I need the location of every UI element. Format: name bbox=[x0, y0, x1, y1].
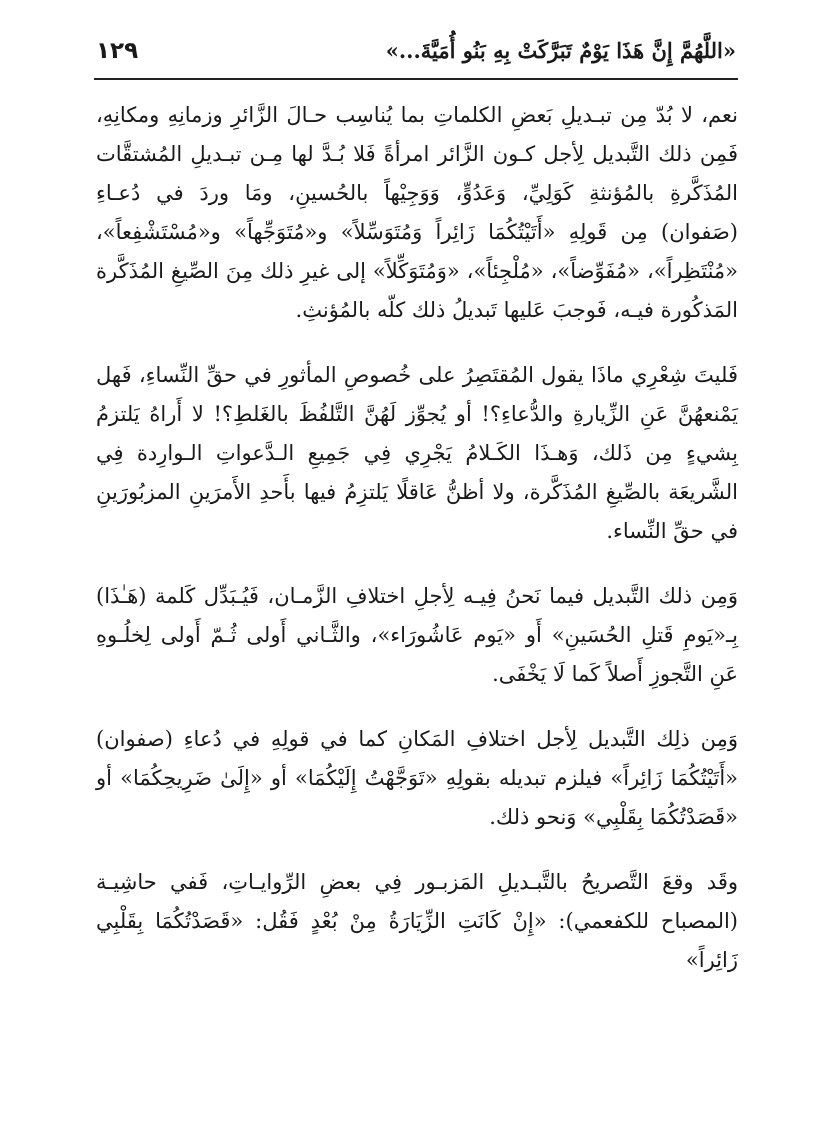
paragraph: وَمِن ذلِك التَّبديل لِأجل اختلافِ المَكانِ كما في قولِهِ في دُعاءِ (صفوان) «أَتَيْتُكُمَا زَائِراً» فيلزم تبديله بقولِهِ «تَوَجَّهْتُ إِلَيْكُمَا» أو «إِلَىٰ ضَرِيحِكُمَا» أو «قَصَدْتُكُمَا بِقَلْبِي» وَنحو ذلك. bbox=[96, 727, 738, 829]
page-body bbox=[96, 96, 738, 1006]
header-divider bbox=[94, 78, 738, 80]
page-number: ١٢٩ bbox=[96, 38, 139, 64]
paragraph: نعم، لا بُدّ مِن تبـديلِ بَعضِ الكلماتِ بما يُناسِب حـالَ الزَّائرِ وزمانِهِ ومكانِهِ، فَمِن ذلك التَّبديل لِأجل كـون الزَّائر امرأةً فَلا بُـدَّ لها مِـن تبـديلِ المُشتقَّات المُذَكَّرةِ بالمُؤنثةِ كَوَلِيِّ، وَعَدُوٍّ، وَوَجِيْهاً بالحُسينِ، ومَا وردَ في دُعـاءِ (صَفوان) مِن قَولِهِ «أَتَيْتُكُمَا زَائِراً وَمُتَوَسِّلاً» و«مُتَوَجِّهاً» و«مُسْتَشْفِعاً»، «مُنْتَظِراً»، «مُفَوِّضاً»، «مُلْجِئاً»، «وَمُتَوَكِّلاً» إلى غيرِ ذلك مِنَ الصِّيغِ المُذَكَّرة المَذكُورة فيـه، فَوجبَ عَليها تَبديلُ ذلك كلّه بالمُؤنثِ. bbox=[96, 103, 738, 322]
paragraph: وَمِن ذلك التَّبديل فيما نَحنُ فِيـه لِأجلِ اختلافِ الزَّمـان، فَيُـبَدِّل كَلمة (هَـٰذَا) بِـ«يَومِ قَتلِ الحُسَينِ» أَو «يَوم عَاشُورَاء»، والثَّـاني أَولى ثُـمّ أَولى لِخلُـوهِ عَنِ التَّجوزِ أَصلاً كَما لَا يَخْفَى. bbox=[96, 584, 738, 686]
paragraph: فَليتَ شِعْرِي ماذَا يقول المُقتَصِرُ على خُصوصِ المأثورِ في حقِّ النِّساءِ، فَهل يَمْنعهُنَّ عَنِ الزِّيارةِ والدُّعاءِ؟! أو يُجوِّز لَهُنَّ التَّلفُظَ بالغَلطِ؟! لا أَراهُ يَلتزمُ بِشيءٍ مِن ذَلك، وَهـذَا الكَـلامُ يَجْرِي فِي جَمِيعِ الـدَّعواتِ الـوارِدة فِي الشَّريعَة بالصِّيغِ المُذَكَّرة، ولا أظنُّ عَاقلًا يَلتزِمُ فيها بأَحدِ الأَمرَينِ المزبُورَينِ في حقِّ النِّساء. bbox=[96, 363, 738, 543]
running-title: «اللَّهُمَّ إِنَّ هَذَا يَوْمٌ تَبَرَّكَتْ بِهِ بَنُو أُمَيَّةَ...» bbox=[385, 38, 736, 63]
paragraph: وقَد وقعَ التَّصريحُ بالتَّبـديلِ المَزبـور فِي بعضِ الرِّوايـاتِ، فَفي حاشِيـة (المصباح للكفعمي): «إِنْ كَانَتِ الزِّيَارَةُ مِنْ بُعْدٍ فَقُل: «قَصَدْتُكُمَا بِقَلْبِي زَائِراً» bbox=[96, 870, 738, 972]
page-header bbox=[96, 34, 736, 74]
